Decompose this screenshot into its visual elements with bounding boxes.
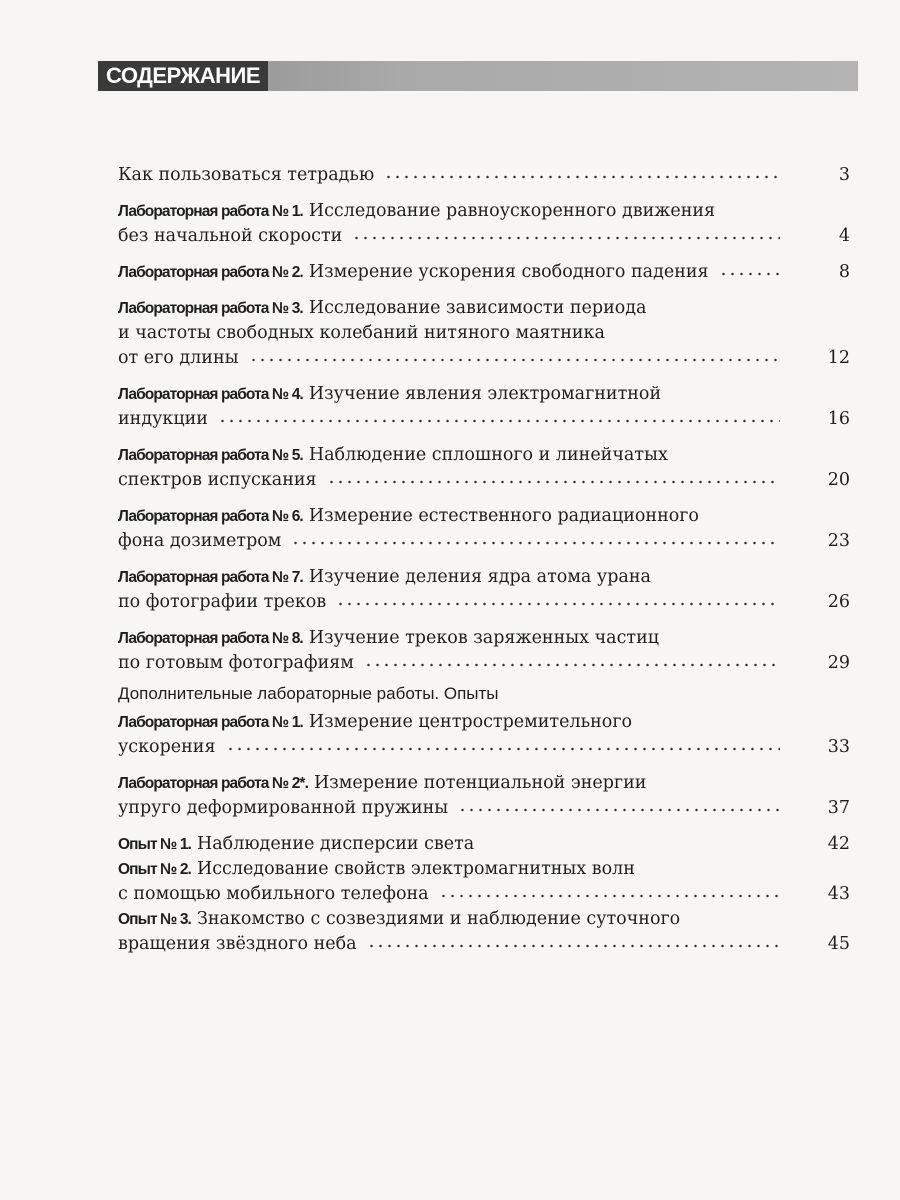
toc-entry-line xyxy=(118,796,850,821)
toc-entry-line xyxy=(118,832,850,857)
toc-entry xyxy=(118,857,850,907)
toc-entry xyxy=(118,907,850,957)
entry-title-text: без начальной скорости xyxy=(118,226,343,246)
dot-leader xyxy=(439,893,780,899)
toc-entry-line xyxy=(118,710,850,735)
toc-entry-line xyxy=(118,382,850,407)
dot-leader xyxy=(719,271,780,277)
entry-title-text: Изучение явления электромагнитной xyxy=(308,384,662,404)
toc-entry-line xyxy=(118,882,850,907)
toc-entry xyxy=(118,710,850,760)
entry-title-text: Как пользоваться тетрадью xyxy=(118,165,375,185)
page-title: СОДЕРЖАНИЕ xyxy=(98,61,268,91)
entry-title-text: Измерение потенциальной энергии xyxy=(313,773,647,793)
section-heading: Дополнительные лабораторные работы. Опыты xyxy=(118,684,499,703)
dot-leader xyxy=(384,174,780,180)
dot-leader xyxy=(367,943,780,949)
toc-entry-line xyxy=(118,199,850,224)
entry-title-text: фона дозиметром xyxy=(118,531,282,551)
page-number: 16 xyxy=(827,409,850,429)
toc-entry xyxy=(118,771,850,821)
page-number: 12 xyxy=(827,348,850,368)
entry-title-text: Измерение центростремительного xyxy=(308,712,633,732)
toc-entry-line xyxy=(118,907,850,932)
entry-label: Лабораторная работа № 6. xyxy=(118,508,303,525)
toc-entry-line xyxy=(118,224,850,249)
toc-entry-line xyxy=(118,321,850,346)
toc-entry xyxy=(118,443,850,493)
entry-label: Лабораторная работа № 8. xyxy=(118,630,303,647)
entry-label: Опыт № 2. xyxy=(118,861,191,878)
toc-entry-line xyxy=(118,735,850,760)
dot-leader xyxy=(336,601,780,607)
entry-title-text: Знакомство с созвездиями и наблюдение суточного xyxy=(196,909,681,929)
dot-leader xyxy=(249,357,780,363)
entry-title-text: упруго деформированной пружины xyxy=(118,798,449,818)
dot-leader xyxy=(291,540,780,546)
toc-entry-line xyxy=(118,626,850,651)
entry-title-text: Изучение треков заряженных частиц xyxy=(308,628,660,648)
page-number: 29 xyxy=(827,653,850,673)
page-number: 23 xyxy=(827,531,850,551)
entry-title-text: от его длины xyxy=(118,348,239,368)
page-number: 37 xyxy=(827,798,850,818)
entry-title-text: с помощью мобильного телефона xyxy=(118,884,429,904)
toc-entry xyxy=(118,382,850,432)
toc-entry xyxy=(118,163,850,188)
entry-title-text: индукции xyxy=(118,409,208,429)
toc-entry-line xyxy=(118,163,850,188)
entry-title-text: Изучение деления ядра атома урана xyxy=(308,567,651,587)
entry-title-text: Наблюдение сплошного и линейчатых xyxy=(308,445,668,465)
page-number: 8 xyxy=(838,262,850,282)
entry-label: Лабораторная работа № 3. xyxy=(118,300,303,317)
toc-entry-line xyxy=(118,565,850,590)
entry-title-text: Исследование равноускоренного движения xyxy=(308,201,716,221)
entry-label: Лабораторная работа № 2. xyxy=(118,264,303,281)
toc-entry-line xyxy=(118,260,850,285)
entry-label: Лабораторная работа № 1. xyxy=(118,203,303,220)
entry-label: Лабораторная работа № 7. xyxy=(118,569,303,586)
entry-title-text: Исследование зависимости периода xyxy=(308,298,647,318)
page-number: 3 xyxy=(838,165,850,185)
toc-entry-line xyxy=(118,529,850,554)
page-number: 45 xyxy=(827,934,850,954)
page-number: 33 xyxy=(827,737,850,757)
page-number: 43 xyxy=(827,884,850,904)
table-of-contents xyxy=(118,163,850,957)
entry-title-text: вращения звёздного неба xyxy=(118,934,357,954)
toc-extra-list xyxy=(118,710,850,957)
toc-entry-line xyxy=(118,346,850,371)
page-number: 42 xyxy=(827,834,850,854)
toc-entry-line xyxy=(118,407,850,432)
toc-entry xyxy=(118,296,850,371)
toc-entry-line xyxy=(118,651,850,676)
dot-leader xyxy=(458,807,780,813)
entry-label: Опыт № 1. xyxy=(118,836,191,853)
entry-title-text: Измерение естественного радиационного xyxy=(308,506,699,526)
entry-title-text: и частоты свободных колебаний нитяного маятника xyxy=(118,323,605,343)
toc-entry xyxy=(118,504,850,554)
entry-title-text: по готовым фотографиям xyxy=(118,653,354,673)
header-bar xyxy=(98,61,858,91)
page-number: 20 xyxy=(827,470,850,490)
dot-leader xyxy=(218,418,780,424)
toc-entry-line xyxy=(118,771,850,796)
toc-entry xyxy=(118,565,850,615)
entry-title-text: Измерение ускорения свободного падения xyxy=(308,262,709,282)
dot-leader xyxy=(364,662,780,668)
toc-entry-line xyxy=(118,590,850,615)
entry-title-text: спектров испускания xyxy=(118,470,317,490)
toc-entry-line xyxy=(118,504,850,529)
toc-entry xyxy=(118,199,850,249)
dot-leader xyxy=(226,746,781,752)
toc-entry-line xyxy=(118,932,850,957)
toc-main-list xyxy=(118,163,850,676)
toc-entry-line xyxy=(118,443,850,468)
toc-entry-line xyxy=(118,857,850,882)
page-number: 26 xyxy=(827,592,850,612)
dot-leader xyxy=(352,235,780,241)
entry-title-text: ускорения xyxy=(118,737,216,757)
toc-entry xyxy=(118,260,850,285)
toc-entry-line xyxy=(118,468,850,493)
entry-title-text: по фотографии треков xyxy=(118,592,327,612)
page-number: 4 xyxy=(838,226,850,246)
entry-label: Лабораторная работа № 4. xyxy=(118,386,303,403)
entry-label: Лабораторная работа № 5. xyxy=(118,447,303,464)
entry-title-text: Исследование свойств электромагнитных волн xyxy=(196,859,635,879)
toc-entry xyxy=(118,626,850,676)
entry-label: Лабораторная работа № 1. xyxy=(118,714,303,731)
entry-title-text: Наблюдение дисперсии света xyxy=(196,834,475,854)
toc-entry xyxy=(118,832,850,857)
dot-leader xyxy=(327,479,780,485)
toc-entry-line xyxy=(118,296,850,321)
entry-label: Лабораторная работа № 2*. xyxy=(118,775,308,792)
entry-label: Опыт № 3. xyxy=(118,911,191,928)
